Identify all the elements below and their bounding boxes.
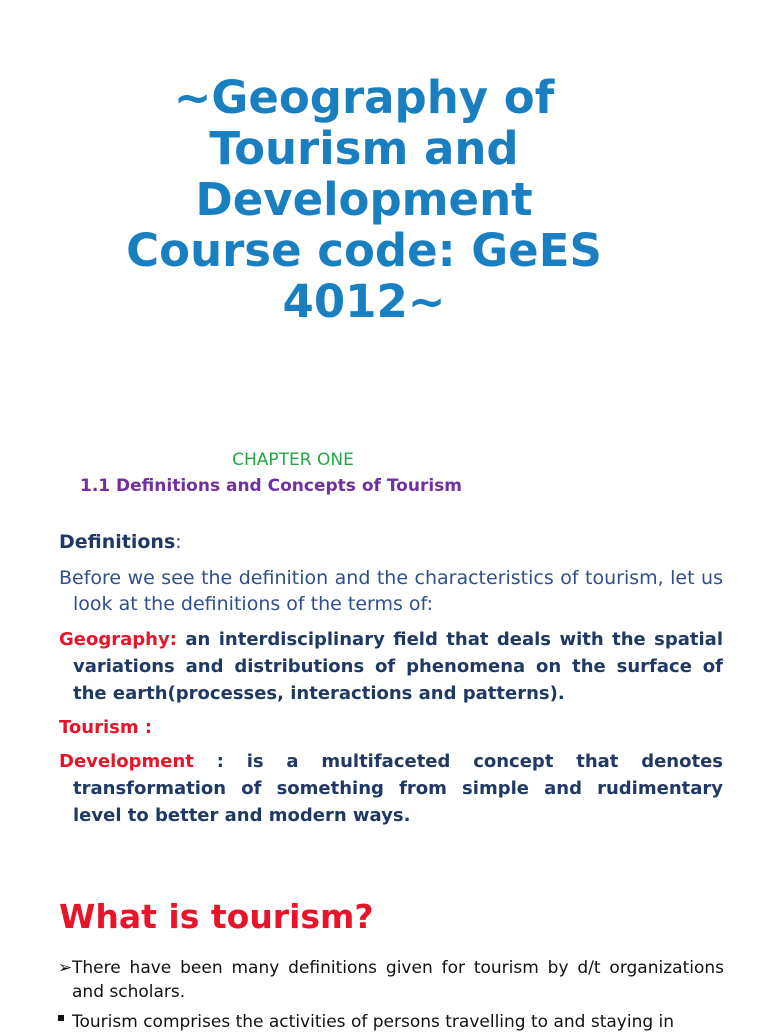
development-definition — [59, 748, 723, 829]
definitions-colon: : — [175, 531, 182, 553]
geography-text: an interdisciplinary field that deals with the spatial variations and distributions of phenomena on the surface of the earth(processes, interactions and patterns). — [73, 629, 723, 704]
tourism-definition — [59, 714, 723, 741]
title-line-4: Course code: GeES — [126, 224, 602, 277]
definitions-label: Definitions — [59, 531, 176, 553]
bullet-item-definitions — [58, 956, 724, 1004]
section-heading: 1.1 Definitions and Concepts of Tourism — [80, 476, 462, 496]
definitions-intro: Before we see the definition and the characteristics of tourism, let us look at the definitions of the terms of: — [59, 567, 723, 615]
geography-definition — [59, 626, 723, 707]
arrow-bullet-icon: ➢ — [58, 958, 73, 978]
development-text: : is a multifaceted concept that denotes transformation of something from simple and rudimentary level to better and modern ways. — [73, 751, 723, 826]
what-is-tourism-heading: What is tourism? — [59, 897, 374, 936]
chapter-heading: CHAPTER ONE — [232, 450, 354, 470]
development-term: Development — [59, 751, 194, 772]
geography-term: Geography: — [59, 629, 177, 650]
document-title — [60, 72, 668, 327]
title-line-5: 4012~ — [282, 275, 446, 328]
title-line-3: Development — [195, 173, 533, 226]
tourism-term: Tourism : — [59, 717, 153, 738]
square-bullet-icon — [58, 1015, 64, 1021]
bullet-item-tourism-comprises — [58, 1010, 724, 1034]
definitions-label-paragraph — [59, 529, 723, 556]
title-line-2: Tourism and — [209, 122, 519, 175]
bullet-text-definitions: There have been many definitions given for tourism by d/t organizations and scholars. — [72, 958, 724, 1002]
bullet-text-tourism-comprises: Tourism comprises the activities of persons travelling to and staying in — [72, 1012, 675, 1032]
title-line-1: ~Geography of — [173, 71, 555, 124]
